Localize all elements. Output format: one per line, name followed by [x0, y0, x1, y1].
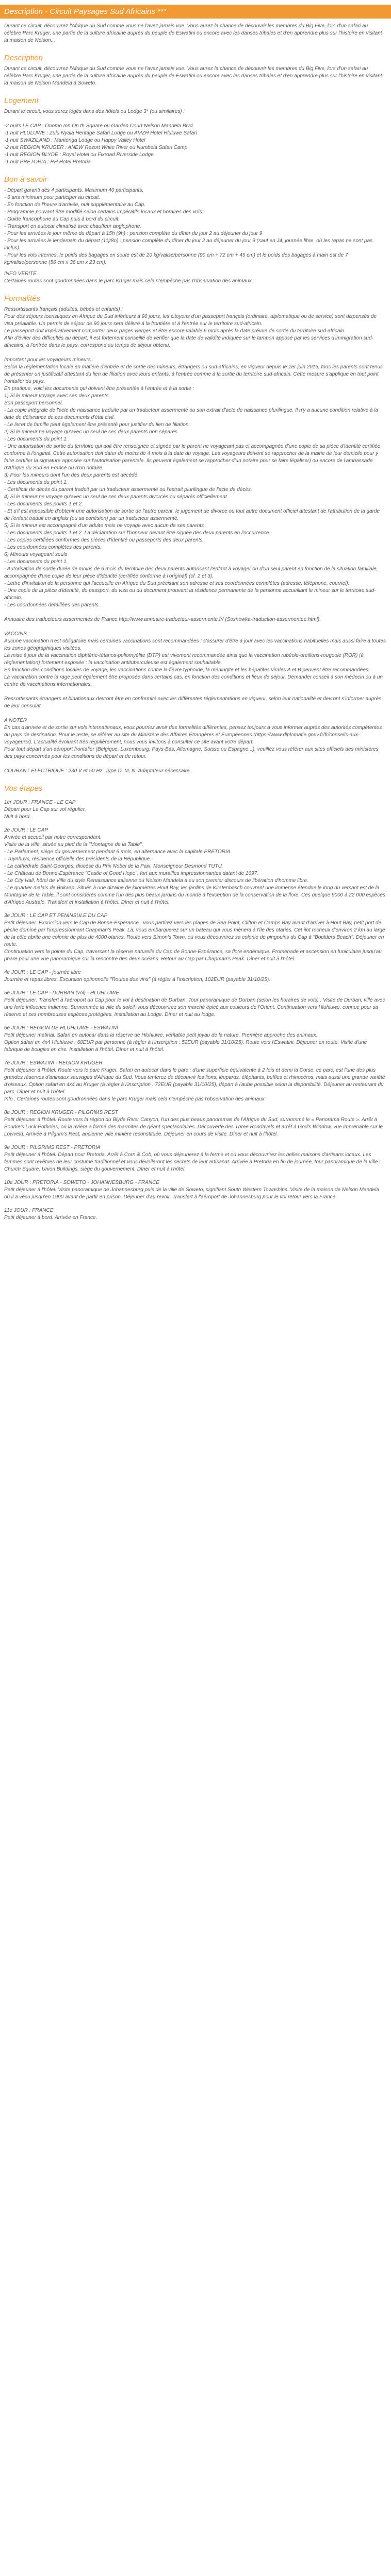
content	[0, 23, 391, 1227]
day-title: 10e JOUR : PRETORIA - SOWETO - JOHANNESBURG - FRANCE	[4, 1180, 159, 1185]
info-verite-text: INFO VERITE Certaines routes sont goudronnées dans le parc Kruger mais cela n'empêche pas l'observation des animaux.	[4, 271, 253, 284]
section-heading-logement: Logement	[4, 96, 39, 105]
day-title: 3e JOUR : LE CAP ET PENINSULE DU CAP	[4, 913, 108, 919]
day-text: Petit déjeuner à bord. Arrivée en France.	[4, 1215, 97, 1221]
section-heading-description: Description	[4, 54, 43, 62]
formalites-text: Ressortissants français (adultes, bébés et enfants) : Pour des séjours touristiques en Afrique du Sud inférieurs à 90 jours, les citoyens d'un passeport français (ordinaire, diplomatique ou de service) sont dispensés de visa préalable. Un permis de séjour de 90 jours sera délivré à la frontière et à l'entrée sur le territoire sud-africain. Le passeport doit impérativement comporter deux pages vierges et être encore valable 6 mois après la date prévue de sortie du territoire sud-africain. Afin d'éviter des difficultés au départ, il est fortement conseillé de vérifier que la date de validité indiquée sur le tampon apposé par les services d'immigration sud-africains, à l'entrée dans le pays, correspond au temps de séjour obtenu. Important pour les voyageurs mineurs : Selon la réglementation locale en matière d'entrée et de sortie des mineurs, étrangers ou sud-africains, en vigueur depuis le 1er juin 2015, tous les parents sont tenus de présenter un justificatif attestant du lien de filiation avec leurs enfants, à l'entrée comme à la sortie du territoire sud-africain. Cette mesure s'applique en tout point frontalier du pays. En pratique, voici les documents qui doivent être présentés à l'entrée et à la sortie : 1) Si le mineur voyage avec ses deux parents Son passeport personnel. - La copie intégrale de l'acte de naissance traduite par un traducteur assermenté ou son extrait d'acte de naissance plurilingue. Il n'y a aucune condition relative à la date de délivrance de ces documents d'état civil. - Le livret de famille peut également être présenté pour justifier du lien de filiation. 2) Si le mineur ne voyage qu'avec un seul de ses deux parents non séparés - Les documents du point 1. - Une autorisation de sortie du territoire qui doit être renseignée et signée par le parent ne voyageant pas et accompagnée d'une copie de sa pièce d'identité certifiée conforme à l'original. Cette autorisation doit dater de moins de 4 mois à la date du voyage. Les voyageurs doivent se rapprocher de la mairie de leur domicile pour y faire certifier la signature apposée sur l'autorisation parentale. Ils peuvent également se rapprocher d'un notaire pour se faire légaliser) ou encore de l'ambassade d'Afrique du Sud en France ou d'un notaire. 3) Pour les mineurs dont l'un des deux parents est décédé - Les documents du point 1. - Certificat de décès du parent traduit par un traducteur assermenté ou l'extrait plurilingue de l'acte de décès. 4) Si le mineur ne voyage qu'avec un seul de ses deux parents divorcés ou séparés officiellement - Les documents des points 1 et 2. - Et s'il est impossible d'obtenir une autorisation de sortie de l'autre parent, le jugement de divorce ou tout autre document officiel attestant de l'attribution de la garde de l'enfant traduit en anglais (ou sa cohésion) par un traducteur assermenté. 5) Si le mineur est accompagné d'un adulte mais ne voyage avec aucun de ses parents - Les documents des points 1 et 2. La déclaration sur l'honneur devant être signée des deux parents en l'occurrence. - Les copies certifiées conformes des pièces d'identité ou passeports des deux parents. - Les coordonnées complètes des parents. 6) Mineurs voyageant seuls - Les documents du point 1. - Autorisation de sortie durée de moins de 6 mois du territoire des deux parents autorisant l'enfant à voyager ou d'un seul parent en fonction de la situation familiale, accompagnée d'une copie de leur pièce d'identité (certifiée conforme à l'original) (cf. 2 et 3). - Lettre d'invitation de la personne qui l'accueille en Afrique du Sud précisant son adresse et ses coordonnées complètes (adresse, téléphone, courriel). - Une copie de la pièce d'identité, du passport, du visa ou du document prouvant la résidence permanente de la personne accueillant le mineur sur le territoire sud-africain. - Les coordonnées détaillées des parents. Annuaire des traducteurs assermentés de France http://www.annuaire-traducteur-assermente.fr/ (Sosnowka-traduction-assermentee.html). VACCINS : Aucune vaccination n'est obligatoire mais certaines vaccinations sont recommandées ; s'assurer d'être à jour avec les vaccinations habituelles mais aussi faire à toutes les zones géographiques visitées. La mise à jour de la vaccination diphtérie-tétanos-poliomyélite (DTP) est vivement recommandée ainsi que la vaccination rubéole-oreillons-rougeole (ROR) (à réglementation) fortement exposée : la vaccination antituberculeuse est également souhaitable. En fonction des conditions locales de voyage, les vaccinations contre la fièvre typhoïde, la méningite et les hépatites virales A et B peuvent être recommandées. La vaccination contre la rage peut également être proposée dans certains cas, en fonction des conditions et lieux de séjour. Demander conseil à son médecin ou à un centre de vaccinations internationales. Ressortissants étrangers et binationaux devront être en conformité avec les différentes réglementations en vigueur, selon leur nationalité et devront s'informer auprès de leur consulat. A NOTER En cas d'arrivée et de sortie sur vols internationaux, vous pourriez avoir des formalités différentes, pensez toujours à vous informer auprès des autorités compétentes du pays de destination. Pour le reste, se référer au site du Ministère des Affaires Étrangères et Européennes (https://www.diplomatie.gouv.fr/fr/conseils-aux-voyageurs/). L'actualité évoluant très régulièrement, nous vous invitons à consulter ce site avant votre départ. Pour tout départ d'un aéroport frontalier (Belgique, Luxembourg, Pays-Bas, Allemagne, Suisse ou Espagne...), veuillez vous référer aux sites officiels des ministères des pays concernés pour les conditions de départ et de retour. COURANT ELECTRIQUE : 230 V et 50 Hz. Type D, M, N. Adaptateur nécessaire.	[4, 307, 386, 774]
day-text: Petit déjeuner. Transfert à l'aéroport du Cap pour le vol à destination de Durban. Tour panoramique de Durban (selon les horaires de vols) : Visite de Durban, ville avec une forte influence indienne. Surnommée la ville du soleil, vous découvrirez son marché épicé aux couleurs de l'Orient. Continuation vers Hluhluwe, connue pour sa réserve et ses nombreuses espèces protégées. Installation au Lodge. Dîner et nuit au lodge.	[4, 997, 385, 1018]
day-title: 4e JOUR : LE CAP - journée libre	[4, 970, 81, 975]
day-text: Petit déjeuner à l'hôtel. Route vers le parc Kruger. Safari en autocar dans le parc : d'une superficie équivalente à 2 fois et demi la Corse, ce parc, est l'une des plus grandes réserves d'animaux sauvages d'Afrique du Sud. Vous tenterez de découvrir les lions, léopards, éléphants, buffles et rhinocéros, mais aussi une grande variété d'oiseaux. Option safari en 4x4 au Kruger (à régler à l'inscription : 72EUR (payable 31/10/25), départ à l'aube possible selon la disponibilité. Déjeuner au restaurant du parc. Dîner et nuit à l'hôtel. Info : Certaines routes sont goudronnées dans le parc Kruger mais cela n'empêche pas l'observation des animaux.	[4, 1067, 385, 1102]
day-block	[4, 990, 386, 1019]
day-text: Petit déjeuner matinal. Safari en autocar dans la réserve de Hluhluwe, véritable petit joyau de la nature. Première approche des animaux. Option safari en 4x4 Hluhluwe : 60EUR par personne (à régler à l'inscription : 52EUR (payable 31/10/25). Route vers l'Eswatini. Déjeuner en route. Visite d'une fabrique de bougies en cire. Installation à l'hôtel. Dîner et nuit à l'hôtel.	[4, 1032, 367, 1053]
day-block	[4, 969, 386, 984]
day-block	[4, 1179, 386, 1201]
day-title: 7e JOUR : ESWATINI - REGION KRUGER	[4, 1060, 103, 1066]
day-block	[4, 1060, 386, 1103]
day-title: 9e JOUR : PILGRIMS REST - PRETORIA	[4, 1145, 101, 1150]
day-block	[4, 1144, 386, 1173]
bon-a-savoir-text: - Départ garanti dès 4 participants. Maximum 40 participants. - 6 ans minimum pour participer au circuit. - En fonction de l'heure d'arrivée, nuit supplémentaire au Cap. - Programme pouvant être modifié selon certains impératifs locaux et horaires des vols. - Guide francophone au Cap puis à bord du circuit. - Transport en autocar climatisé avec chauffeur anglophone. - Pour les arrivées le jour même du départ à 15h (9h) : pension complète du dîner du jour 2 au déjeuner du jour 9 - Pour les arrivées le lendemain du départ (11j/8n) : pension complète du dîner du jour 2 au déjeuner du jour 9 (sauf en J4, journée libre, où les repas ne sont pas inclus). - Pour les vols internes, le poids des bagages en soute est de 20 kg/valise/personne (90 cm + 72 cm + 45 cm) et le poids des bagages à main est de 7 kg/valise/personne (56 cm x 36 cm x 23 cm).	[4, 188, 373, 265]
day-text: Petit déjeuner à l'hôtel. Visite panoramique de Johannesburg puis de la ville de Soweto, signifiant South Western Townships. Visite de la maison de Nelson Mandela où il a vécu jusqu'en 1990 avant de partir en prison. Déjeuner d'au revoir. Transfert à l'aéroport de Johannesburg pour le vol retour vers la France.	[4, 1187, 379, 1200]
day-title: 6e JOUR : REGION DE HLUHLUWE - ESWATINI	[4, 1025, 118, 1031]
page	[0, 5, 391, 1227]
intro-text: Durant ce circuit, découvrez l'Afrique du Sud comme vous ne l'avez jamais vue. Vous aurez la chance de découvrir les membres du Big Five, lors d'un safari au célèbre Parc Kruger, une partie de la culture africaine auprès du peuple de Eswatini ou encore avec les danses tribales et d'en apprendre plus sur l'histoire en visitant la maison de Nelson...	[4, 23, 382, 43]
section-heading-formalites: Formalités	[4, 294, 41, 303]
day-block	[4, 799, 386, 821]
description-text: Durant ce circuit, découvrez l'Afrique du Sud comme vous ne l'avez jamais vue. Vous aurez la chance de découvrir les membres du Big Five, lors d'un safari au célèbre Parc Kruger, une partie de la culture africaine auprès du peuple de Eswatini ou encore avec les danses tribales et d'en apprendre plus sur l'histoire en visitant la maison de Nelson Mandela à Soweto.	[4, 66, 382, 86]
day-block	[4, 912, 386, 963]
day-text: Départ pour Le Cap sur vol régulier. Nuit à bord.	[4, 807, 86, 820]
section-heading-etapes: Vos étapes	[4, 784, 43, 793]
day-text: Arrivée et accueil par notre correspondant. Visite de la ville, située au pied de la "Montagne de la Table". - Le Parlement, siège du gouvernement pendant 6 mois, en alternance avec la capitale PRETORIA. - Tuynhuys, résidence officielle des présidents de la République. - La cathédrale Saint-Georges, diocèse du Prix Nobel de la Paix, Monseigneur Desmond TUTU. - Le Château de Bonne-Espérance "Castle of Good Hope", fort aux murailles impressionnantes datant de 1697. - Le City Hall, hôtel de Ville du style Renaissance italienne où Nelson Mandela a eu son premier discours de libération d'homme libre. - Le quartier malais de Bokaap. Situés à une dizaine de kilomètres Hout Bay, les jardins de Kirstenbosch couvrent une immense étendue le long du versant est de la Montagne de la Table, il sont considérés comme l'un des plus beaux jardins du monde à l'exception de la conservation de la flore. Ces quelque 9000 à 22 000 espèces d'Afrique Australe. Transfert et installation à l'hôtel. Dîner et nuit à l'hôtel.	[4, 835, 385, 905]
day-title: 11e JOUR : FRANCE	[4, 1208, 54, 1213]
day-title: 5e JOUR : LE CAP - DURBAN (vol) - HLUHLUWE	[4, 990, 119, 996]
day-block	[4, 1025, 386, 1054]
day-text: Journée et repas libres. Excursion optionnelle "Routes des vins" (à régler à l'inscription, 102EUR (payable 31/10/25).	[4, 977, 270, 982]
day-title: 2e JOUR : LE CAP	[4, 827, 48, 833]
section-heading-bon-a-savoir: Bon à savoir	[4, 175, 47, 184]
day-title: 8e JOUR : REGION KRUGER - PILGRIMS REST	[4, 1110, 118, 1115]
day-title: 1er JOUR : FRANCE - LE CAP	[4, 800, 76, 805]
logement-text: Durant le circuit, vous serez logés dans des hôtels ou Lodge 3* (ou similaires) : -2 nuits LE CAP : Onomo Inn On th Square ou Garden Court Nelson Mandela Blvd -1 nuit HLULUWE : Zulu Nyala Heritage Safari Lodge ou AMZH Hotel Hluluwe Safari -1 nuit SWAZILAND : Mantenga Lodge ou Happy Valley Hotel -2 nuit REGION KRUGER : ANEW Resort White River ou Numbela Safari Camp -1 nuit REGION BLYDE : Royal Hotel ou Fixroad Riverside Lodge -1 nuit PRETORIA : RH Hotel Pretoria	[4, 109, 197, 165]
day-text: Petit déjeuner à l'hôtel. Route vers la région du Blyde River Canyon, l'un des plus beaux panoramas de l'Afrique du Sud, surnommé le « Panorama Route ». Arrêt à Bourke's Luck Potholes, où la rivière a formé des marmites de géant spectaculaires. Découverte des Three Rondavels et arrêt à God's Window, vue imprenable sur le Lowveld. Arrivée à Pilgrim's Rest, ancienne ville minière reconstituée. Déjeuner en cours de visite. Dîner et nuit à l'hôtel.	[4, 1117, 383, 1137]
day-text: Petit déjeuner à l'hôtel. Départ pour Pretoria. Arrêt à Corn & Cob, où vous déjeunerez à la ferme et où vous découvrirez les belles maisons d'artisans locaux. Les femmes sont revêtues de leur costume traditionnel et vous dévoileront les secrets de leur artisanat. Arrivée à Pretoria en fin de journée, tour panoramique de la ville : Church Square, Union Buildings, siège du gouvernement. Dîner et nuit à l'hôtel.	[4, 1152, 381, 1172]
day-block	[4, 827, 386, 906]
day-block	[4, 1109, 386, 1138]
itinerary	[4, 799, 386, 1222]
day-block	[4, 1207, 386, 1222]
day-text: Petit déjeuner. Excursion vers le Cap de Bonne-Espérance : vous partirez vers les plages de Sea Point, Clifton et Camps Bay avant d'arriver à Hout Bay, petit port de pêche dominé par l'impressionnant Chapman's Peak. Là, vous embarquerez sur un bateau qui vous mènera à l'île des otaries. Cet îlot rocheux d'environ 2 km au large de la côte abrite une colonie de plus de 4000 otaries. Route vers Simon's Town, où vous découvrirez sa colonie de pingouins du Cap à "Boulders Beach". Déjeuner en route. Continuation vers la pointe du Cap, traversant la réserve naturelle du Cap de Bonne-Espérance, sa flore endémique. Promenade et ascension en funiculaire jusqu'au phare pour une vue panoramique sur la rencontre des deux océans. Retour au Cap par Chapman's Peak. Dîner et nuit à l'hôtel.	[4, 920, 385, 962]
page-title: Description - Circuit Paysages Sud Africains ***	[0, 5, 391, 19]
